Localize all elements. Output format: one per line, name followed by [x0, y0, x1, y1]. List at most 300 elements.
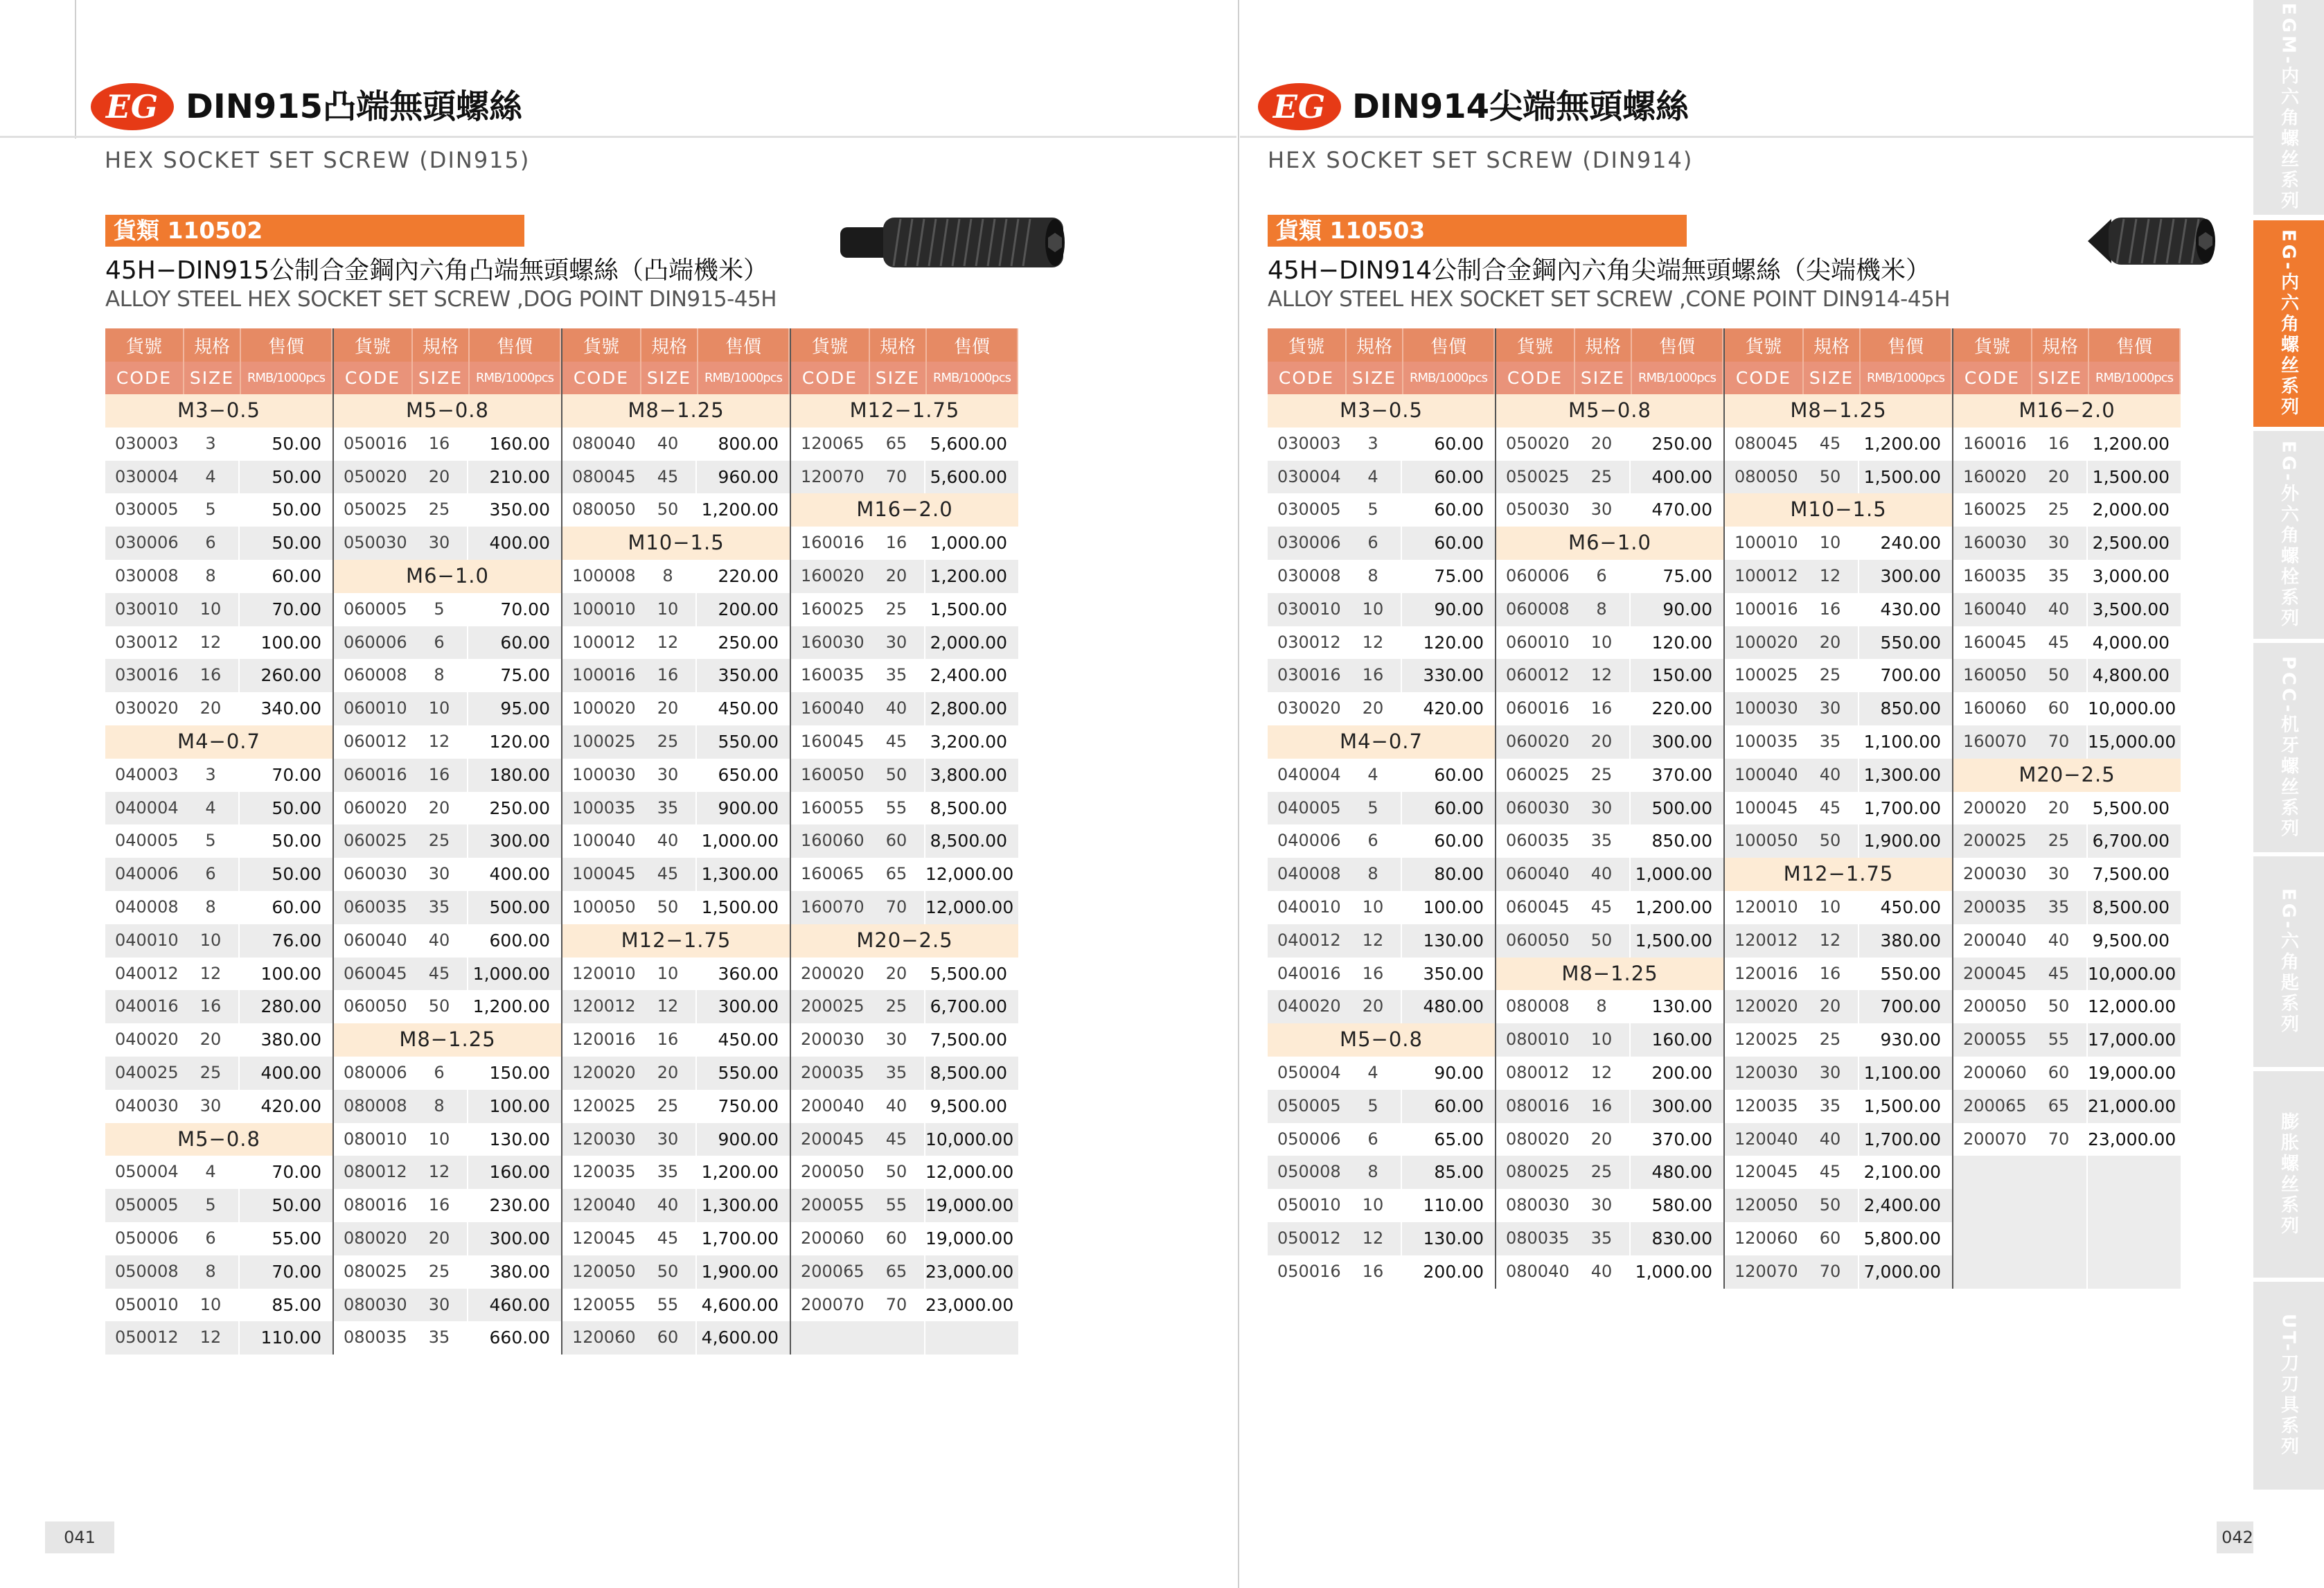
table-row — [1725, 692, 1952, 725]
header-size-en: SIZE — [1804, 362, 1861, 394]
item-size: 10 — [1819, 533, 1841, 553]
item-code: 120010 — [572, 963, 636, 983]
table-row — [1496, 1023, 1723, 1057]
item-price: 400.00 — [467, 858, 557, 891]
item-code: 200070 — [1963, 1129, 2027, 1149]
item-size: 4 — [205, 466, 216, 486]
item-size: 5 — [1367, 797, 1378, 818]
item-price: 50.00 — [238, 461, 328, 494]
item-price: 70.00 — [467, 593, 557, 626]
item-price: 1,900.00 — [695, 1255, 786, 1289]
item-price: 19,000.00 — [924, 1189, 1014, 1222]
item-price: 230.00 — [467, 1189, 557, 1222]
item-price: 340.00 — [238, 692, 328, 725]
item-size: 25 — [1819, 1030, 1841, 1050]
item-size: 10 — [657, 963, 679, 983]
table-row — [105, 560, 332, 593]
item-size: 6 — [205, 864, 216, 884]
table-row — [791, 858, 1018, 891]
item-size: 16 — [1819, 963, 1841, 983]
item-code: 030012 — [1277, 632, 1341, 652]
item-code: 120020 — [572, 1062, 636, 1082]
table-row — [1268, 427, 1495, 461]
header-code-en: CODE — [1953, 362, 2032, 394]
table-row — [791, 1023, 1018, 1057]
table-row — [791, 527, 1018, 560]
item-price: 8,500.00 — [924, 1057, 1014, 1090]
item-price: 7,500.00 — [2086, 858, 2176, 891]
table-row — [1953, 858, 2181, 891]
header-size: 規格 — [2032, 328, 2089, 362]
table-row — [562, 1189, 790, 1222]
table-row — [334, 858, 561, 891]
table-row — [1953, 725, 2181, 759]
item-size: 45 — [1590, 897, 1613, 917]
header-price: 售價 — [1632, 328, 1723, 362]
table-row — [334, 891, 561, 924]
table-row — [1268, 1057, 1495, 1090]
header-price-en: RMB/1000pcs — [2089, 362, 2181, 394]
table-row — [1953, 792, 2181, 825]
table-row — [105, 958, 332, 991]
item-code: 200045 — [801, 1129, 864, 1149]
item-size: 50 — [657, 1261, 679, 1281]
item-code: 160045 — [801, 731, 864, 751]
item-size: 10 — [199, 599, 222, 619]
item-code: 080020 — [1506, 1129, 1570, 1149]
header-size: 規格 — [184, 328, 241, 362]
table-row — [105, 990, 332, 1023]
item-price: 2,500.00 — [2086, 527, 2176, 560]
item-price: 930.00 — [1858, 1023, 1948, 1057]
item-code: 100020 — [572, 698, 636, 718]
size-group-label: M8−1.25 — [562, 394, 790, 427]
table-row — [334, 792, 561, 825]
item-price: 550.00 — [1858, 958, 1948, 991]
table-row — [1953, 891, 2181, 924]
item-price: 70.00 — [238, 593, 328, 626]
item-price: 470.00 — [1629, 493, 1719, 527]
item-code: 030020 — [1277, 698, 1341, 718]
item-price: 50.00 — [238, 792, 328, 825]
item-size: 5 — [205, 1195, 216, 1215]
item-code: 080040 — [572, 433, 636, 453]
item-code: 160055 — [801, 797, 864, 818]
item-size: 10 — [1362, 1195, 1384, 1215]
table-row — [105, 493, 332, 527]
item-code: 060006 — [344, 632, 407, 652]
item-price: 550.00 — [1858, 626, 1948, 660]
item-code: 200030 — [1963, 864, 2027, 884]
item-size: 4 — [205, 797, 216, 818]
table-row — [562, 858, 790, 891]
header-code: 貨號 — [1725, 328, 1804, 362]
item-size: 30 — [428, 864, 450, 884]
item-size: 12 — [428, 1162, 450, 1182]
item-code: 120025 — [1735, 1030, 1798, 1050]
item-size: 35 — [428, 1327, 450, 1348]
table-row — [1268, 1156, 1495, 1189]
item-price: 1,200.00 — [695, 493, 786, 527]
item-code: 080020 — [344, 1228, 407, 1248]
item-size: 16 — [885, 533, 907, 553]
table-row — [562, 958, 790, 991]
item-size: 25 — [1590, 1162, 1613, 1182]
header-size: 規格 — [1347, 328, 1403, 362]
table-row — [105, 759, 332, 792]
item-size: 6 — [1367, 831, 1378, 851]
item-code: 120030 — [1735, 1062, 1798, 1082]
item-size: 30 — [1590, 500, 1613, 520]
divider — [75, 0, 76, 139]
side-tab[interactable] — [2253, 643, 2324, 852]
item-price: 1,500.00 — [695, 891, 786, 924]
item-price: 250.00 — [1629, 427, 1719, 461]
item-price: 260.00 — [238, 659, 328, 692]
size-group-label: M16−2.0 — [791, 493, 1018, 527]
item-size: 55 — [657, 1294, 679, 1314]
side-tab[interactable] — [2253, 856, 2324, 1067]
item-price: 180.00 — [467, 759, 557, 792]
item-code: 060050 — [344, 996, 407, 1016]
item-code: 060020 — [344, 797, 407, 818]
header-code: 貨號 — [1496, 328, 1575, 362]
item-size: 20 — [1819, 632, 1841, 652]
item-size: 12 — [1590, 1062, 1613, 1082]
item-price: 450.00 — [695, 692, 786, 725]
item-price: 400.00 — [467, 527, 557, 560]
table-row — [105, 527, 332, 560]
table-row — [1953, 958, 2181, 991]
table-row — [1725, 725, 1952, 759]
item-price: 70.00 — [238, 1156, 328, 1189]
side-tab[interactable] — [2253, 431, 2324, 639]
item-code: 060025 — [1506, 764, 1570, 784]
empty-cell — [1953, 1222, 2031, 1255]
empty-row — [1953, 1189, 2181, 1222]
item-size: 40 — [1590, 1261, 1613, 1281]
side-tab-label: EG-内六角螺丝系列 — [2278, 229, 2299, 418]
item-code: 060045 — [1506, 897, 1570, 917]
item-code: 050004 — [1277, 1062, 1341, 1082]
item-size: 40 — [1819, 764, 1841, 784]
item-code: 100010 — [1735, 533, 1798, 553]
item-code: 060040 — [344, 930, 407, 950]
table-row — [334, 1156, 561, 1189]
table-row — [105, 1321, 332, 1355]
header-price: 售價 — [698, 328, 790, 362]
header-row-cn — [105, 328, 332, 362]
table-row — [1496, 626, 1723, 660]
item-size: 6 — [434, 632, 445, 652]
item-code: 120016 — [1735, 963, 1798, 983]
item-code: 200050 — [801, 1162, 864, 1182]
header-row-en — [1496, 362, 1723, 394]
side-tab[interactable] — [2253, 1282, 2324, 1490]
item-price: 160.00 — [1629, 1023, 1719, 1057]
item-code: 030020 — [115, 698, 179, 718]
product-name: 45H−DIN914公制合金鋼內六角尖端無頭螺絲（尖端機米） — [1268, 256, 1931, 285]
table-row — [1725, 759, 1952, 792]
item-code: 050010 — [115, 1294, 179, 1314]
item-size: 20 — [657, 698, 679, 718]
table-row — [1268, 560, 1495, 593]
item-code: 060010 — [344, 698, 407, 718]
item-code: 040020 — [1277, 996, 1341, 1016]
table-row — [1725, 461, 1952, 494]
table-row — [562, 1023, 790, 1057]
table-row — [1496, 659, 1723, 692]
item-price: 450.00 — [1858, 891, 1948, 924]
header-code-en: CODE — [1496, 362, 1575, 394]
item-size: 45 — [1819, 1162, 1841, 1182]
item-price: 5,600.00 — [924, 461, 1014, 494]
header-price-en: RMB/1000pcs — [241, 362, 332, 394]
item-code: 120012 — [572, 996, 636, 1016]
item-size: 8 — [205, 565, 216, 585]
item-code: 120035 — [572, 1162, 636, 1182]
item-size: 8 — [1367, 1162, 1378, 1182]
item-code: 080012 — [1506, 1062, 1570, 1082]
table-row — [1953, 427, 2181, 461]
side-tab-label: EG-外六角螺栓系列 — [2278, 441, 2299, 629]
table-row — [1268, 792, 1495, 825]
table-column — [791, 328, 1018, 1355]
item-code: 080010 — [1506, 1030, 1570, 1050]
item-code: 060050 — [1506, 930, 1570, 950]
item-size: 20 — [1819, 996, 1841, 1016]
table-row — [562, 560, 790, 593]
header-row-en — [1268, 362, 1495, 394]
item-code: 080012 — [344, 1162, 407, 1182]
item-price: 1,500.00 — [924, 593, 1014, 626]
item-code: 040030 — [115, 1095, 179, 1115]
table-row — [105, 1289, 332, 1322]
item-price: 80.00 — [1401, 858, 1491, 891]
item-size: 25 — [1590, 764, 1613, 784]
item-code: 100010 — [572, 599, 636, 619]
table-row — [791, 958, 1018, 991]
table-row — [562, 1289, 790, 1322]
item-price: 2,000.00 — [2086, 493, 2176, 527]
item-size: 12 — [657, 996, 679, 1016]
header-code: 貨號 — [562, 328, 641, 362]
item-code: 120010 — [1735, 897, 1798, 917]
item-size: 10 — [1362, 897, 1384, 917]
table-row — [334, 990, 561, 1023]
item-size: 20 — [199, 1030, 222, 1050]
table-row — [105, 692, 332, 725]
item-size: 45 — [657, 466, 679, 486]
table-row — [562, 493, 790, 527]
header-price: 售價 — [241, 328, 332, 362]
item-price: 1,200.00 — [924, 560, 1014, 593]
item-size: 55 — [2048, 1030, 2070, 1050]
item-price: 1,300.00 — [695, 1189, 786, 1222]
item-code: 080008 — [1506, 996, 1570, 1016]
table-row — [1268, 659, 1495, 692]
eg-logo: EG — [91, 83, 174, 130]
item-size: 16 — [1590, 698, 1613, 718]
table-row — [791, 792, 1018, 825]
right-page — [1240, 0, 2253, 1588]
table-row — [334, 1289, 561, 1322]
table-row — [334, 593, 561, 626]
item-price: 1,200.00 — [695, 1156, 786, 1189]
item-price: 250.00 — [467, 792, 557, 825]
table-row — [1725, 1090, 1952, 1123]
header-row-cn — [791, 328, 1018, 362]
table-row — [1268, 527, 1495, 560]
item-price: 1,100.00 — [1858, 1057, 1948, 1090]
item-code: 060006 — [1506, 565, 1570, 585]
item-size: 30 — [2048, 864, 2070, 884]
table-row — [1268, 692, 1495, 725]
item-code: 100025 — [572, 731, 636, 751]
table-row — [334, 527, 561, 560]
item-code: 060008 — [344, 665, 407, 685]
item-price: 75.00 — [1401, 560, 1491, 593]
empty-cell — [1953, 1189, 2031, 1222]
item-size: 10 — [1819, 897, 1841, 917]
item-code: 120070 — [1735, 1261, 1798, 1281]
item-size: 8 — [1367, 864, 1378, 884]
item-code: 050016 — [1277, 1261, 1341, 1281]
item-price: 1,700.00 — [695, 1222, 786, 1255]
item-price: 10,000.00 — [2086, 958, 2176, 991]
table-row — [1496, 593, 1723, 626]
item-price: 12,000.00 — [2086, 990, 2176, 1023]
table-row — [1268, 1222, 1495, 1255]
table-row — [1268, 626, 1495, 660]
item-size: 8 — [434, 1095, 445, 1115]
item-code: 200035 — [1963, 897, 2027, 917]
table-row — [562, 1123, 790, 1156]
item-code: 050030 — [344, 533, 407, 553]
table-row — [562, 824, 790, 858]
item-price: 300.00 — [695, 990, 786, 1023]
item-price: 100.00 — [238, 626, 328, 660]
item-code: 080030 — [344, 1294, 407, 1314]
side-tab[interactable] — [2253, 220, 2324, 427]
size-group-label: M5−0.8 — [105, 1123, 332, 1156]
header-size-en: SIZE — [184, 362, 241, 394]
table-row — [562, 461, 790, 494]
item-price: 160.00 — [467, 1156, 557, 1189]
item-size: 20 — [1590, 731, 1613, 751]
item-size: 30 — [657, 764, 679, 784]
item-size: 16 — [428, 433, 450, 453]
table-row — [334, 626, 561, 660]
item-price: 1,700.00 — [1858, 1123, 1948, 1156]
item-size: 65 — [885, 433, 907, 453]
item-code: 050025 — [1506, 466, 1570, 486]
item-price: 3,500.00 — [2086, 593, 2176, 626]
table-row — [1953, 560, 2181, 593]
item-code: 100045 — [572, 864, 636, 884]
header-code-en: CODE — [1268, 362, 1347, 394]
item-price: 3,200.00 — [924, 725, 1014, 759]
price-table — [1268, 328, 2181, 1289]
item-code: 050012 — [1277, 1228, 1341, 1248]
item-size: 40 — [657, 831, 679, 851]
item-price: 500.00 — [1629, 792, 1719, 825]
table-row — [1268, 924, 1495, 958]
item-size: 70 — [2048, 1129, 2070, 1149]
item-code: 050016 — [344, 433, 407, 453]
table-row — [791, 1255, 1018, 1289]
table-row — [791, 824, 1018, 858]
table-column — [1725, 328, 1953, 1289]
item-code: 120060 — [572, 1327, 636, 1348]
header-code-en: CODE — [105, 362, 184, 394]
item-size: 25 — [199, 1062, 222, 1082]
table-row — [105, 891, 332, 924]
item-price: 380.00 — [1858, 924, 1948, 958]
item-size: 12 — [1819, 565, 1841, 585]
item-size: 65 — [885, 1261, 907, 1281]
empty-cell — [2031, 1189, 2086, 1222]
size-group-label: M20−2.5 — [1953, 759, 2181, 792]
item-code: 100045 — [1735, 797, 1798, 818]
item-price: 1,200.00 — [1858, 427, 1948, 461]
item-size: 70 — [2048, 731, 2070, 751]
table-row — [1496, 692, 1723, 725]
side-tab[interactable] — [2253, 0, 2324, 215]
table-row — [1725, 990, 1952, 1023]
item-size: 50 — [2048, 996, 2070, 1016]
item-price: 17,000.00 — [2086, 1023, 2176, 1057]
table-row — [105, 824, 332, 858]
item-code: 100025 — [1735, 665, 1798, 685]
empty-cell — [924, 1321, 1014, 1355]
table-row — [791, 1057, 1018, 1090]
item-code: 040020 — [115, 1030, 179, 1050]
item-size: 55 — [885, 1195, 907, 1215]
item-code: 160020 — [801, 565, 864, 585]
side-tab[interactable] — [2253, 1071, 2324, 1278]
item-price: 350.00 — [1401, 958, 1491, 991]
item-code: 050030 — [1506, 500, 1570, 520]
item-size: 12 — [1362, 1228, 1384, 1248]
item-size: 45 — [885, 731, 907, 751]
item-size: 45 — [1819, 433, 1841, 453]
table-row — [1953, 626, 2181, 660]
item-price: 8,500.00 — [2086, 891, 2176, 924]
header-row-cn — [562, 328, 790, 362]
item-code: 160030 — [801, 632, 864, 652]
header-size: 規格 — [1575, 328, 1632, 362]
item-size: 50 — [657, 897, 679, 917]
header-row-en — [791, 362, 1018, 394]
item-price: 50.00 — [238, 493, 328, 527]
item-size: 4 — [1367, 1062, 1378, 1082]
item-price: 1,500.00 — [1858, 1090, 1948, 1123]
item-price: 50.00 — [238, 1189, 328, 1222]
item-code: 080006 — [344, 1062, 407, 1082]
empty-cell — [1953, 1255, 2031, 1289]
size-group-label: M5−0.8 — [1496, 394, 1723, 427]
item-code: 120070 — [801, 466, 864, 486]
item-code: 120045 — [572, 1228, 636, 1248]
item-price: 370.00 — [1629, 759, 1719, 792]
table-row — [1725, 1057, 1952, 1090]
item-price: 960.00 — [695, 461, 786, 494]
item-price: 130.00 — [1629, 990, 1719, 1023]
item-price: 2,100.00 — [1858, 1156, 1948, 1189]
item-code: 030006 — [115, 533, 179, 553]
item-size: 16 — [1362, 963, 1384, 983]
